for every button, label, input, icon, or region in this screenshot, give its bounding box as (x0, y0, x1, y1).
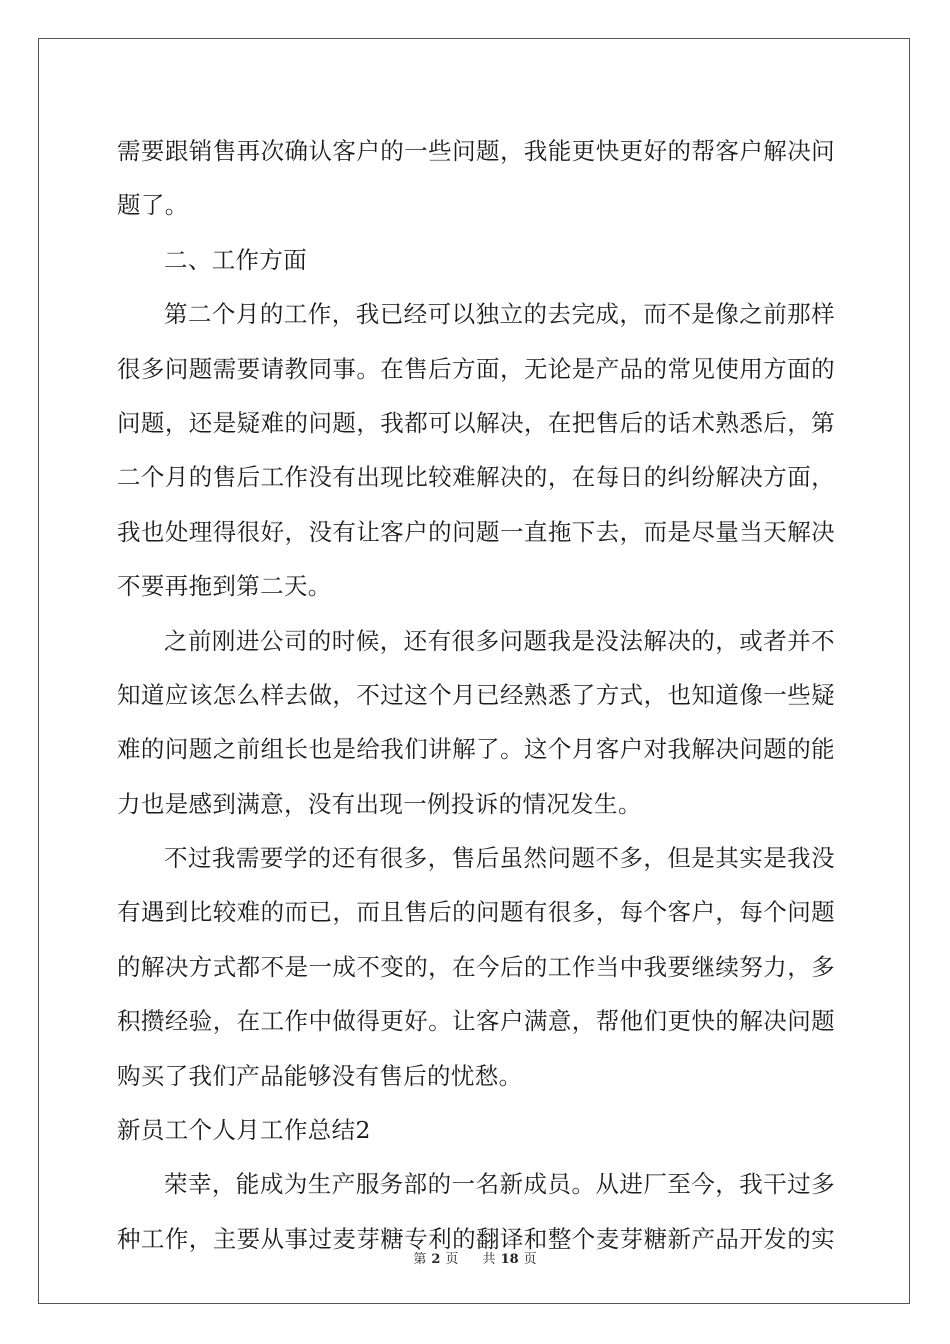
current-page-number: 2 (431, 1252, 441, 1267)
text-line: 我也处理得很好，没有让客户的问题一直拖下去，而是尽量当天解决 (117, 517, 835, 546)
total-pages-number: 18 (500, 1252, 519, 1267)
text-line: 的解决方式都不是一成不变的，在今后的工作当中我要继续努力，多 (117, 952, 835, 981)
document-body (117, 124, 835, 1266)
text-line: 积攒经验，在工作中做得更好。让客户满意，帮他们更快的解决问题 (117, 1007, 835, 1036)
page-prefix: 第 (413, 1252, 427, 1267)
total-prefix: 共 (482, 1252, 496, 1267)
total-suffix: 页 (523, 1252, 537, 1267)
text-line: 知道应该怎么样去做，不过这个月已经熟悉了方式，也知道像一些疑 (117, 680, 835, 709)
document-subtitle: 新员工个人月工作总结2 (117, 1116, 371, 1145)
total-pages (478, 1252, 542, 1267)
text-line: 很多问题需要请教同事。在售后方面，无论是产品的常见使用方面的 (117, 354, 835, 383)
page-suffix: 页 (445, 1252, 459, 1267)
paragraph-first-line: 荣幸，能成为生产服务部的一名新成员。从进厂至今，我干过多 (164, 1170, 835, 1199)
text-line: 需要跟销售再次确认客户的一些问题，我能更快更好的帮客户解决问 (117, 137, 835, 165)
section-heading: 二、工作方面 (164, 245, 308, 274)
text-line: 力也是感到满意，没有出现一例投诉的情况发生。 (117, 789, 642, 818)
paragraph-first-line: 第二个月的工作，我已经可以独立的去完成，而不是像之前那样 (164, 300, 835, 329)
text-line: 题了。 (117, 191, 189, 220)
text-line: 有遇到比较难的而已，而且售后的问题有很多，每个客户，每个问题 (117, 898, 835, 927)
page-number (408, 1252, 463, 1267)
page-footer (0, 1248, 950, 1267)
text-line: 难的问题之前组长也是给我们讲解了。这个月客户对我解决问题的能 (117, 735, 835, 764)
text-line: 购买了我们产品能够没有售后的忧愁。 (117, 1061, 523, 1090)
paragraph-first-line: 之前刚进公司的时候，还有很多问题我是没法解决的，或者并不 (164, 626, 835, 655)
paragraph-first-line: 不过我需要学的还有很多，售后虽然问题不多，但是其实是我没 (164, 844, 835, 873)
text-line: 种工作，主要从事过麦芽糖专利的翻译和整个麦芽糖新产品开发的实 (117, 1224, 835, 1253)
text-line: 不要再拖到第二天。 (117, 572, 332, 601)
text-line: 问题，还是疑难的问题，我都可以解决，在把售后的话术熟悉后，第 (117, 408, 835, 437)
text-line: 二个月的售后工作没有出现比较难解决的，在每日的纠纷解决方面， (117, 463, 835, 492)
